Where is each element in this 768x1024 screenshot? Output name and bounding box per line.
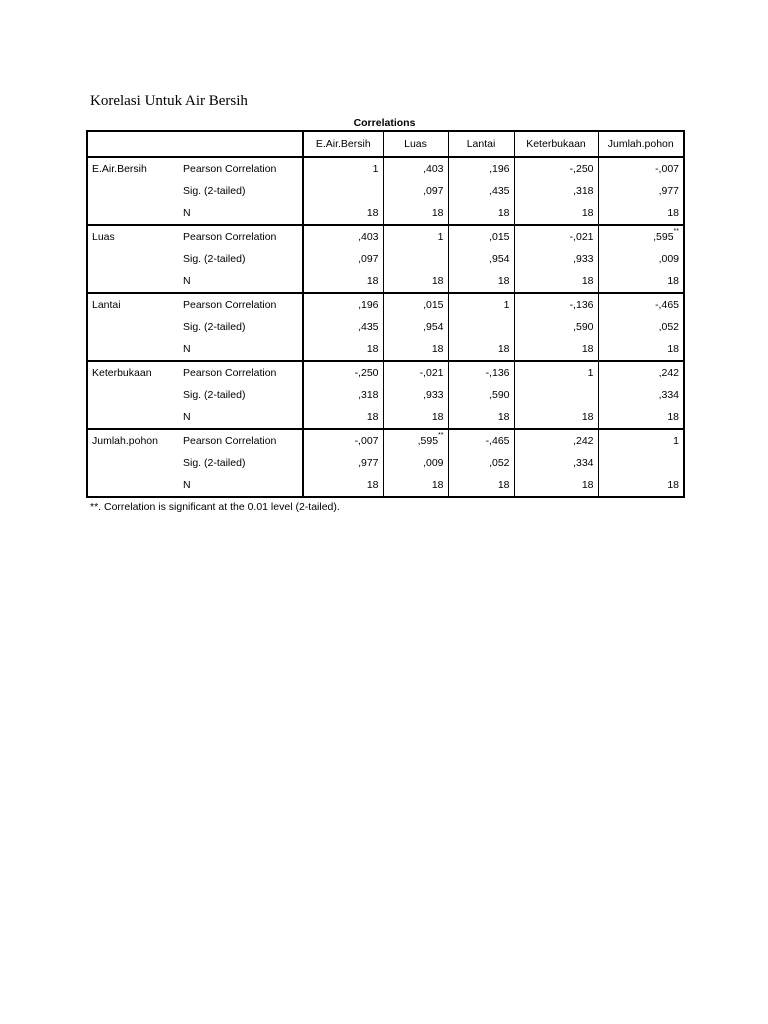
table-cell (598, 452, 684, 474)
table-cell: 18 (448, 270, 514, 293)
table-cell (514, 361, 598, 384)
row-statistic-label: Pearson Correlation (179, 429, 303, 452)
document-title: Korelasi Untuk Air Bersih (90, 93, 248, 109)
table-body (87, 157, 684, 497)
significance-marker: ** (673, 228, 679, 235)
table-header-row (87, 131, 684, 157)
table-cell (514, 225, 598, 248)
table-cell (448, 157, 514, 180)
table-cell: ,954 (448, 248, 514, 270)
table-cell (303, 361, 383, 384)
table-row (87, 338, 684, 361)
table-cell: 18 (448, 202, 514, 225)
table-row (87, 293, 684, 316)
row-variable-label (87, 452, 179, 474)
table-cell: ,977 (598, 180, 684, 202)
row-statistic-label: N (179, 474, 303, 497)
row-variable-label (87, 270, 179, 293)
table-footnote: **. Correlation is significant at the 0.01 level (2-tailed). (90, 501, 340, 513)
table-cell: 18 (303, 406, 383, 429)
row-variable-label (87, 316, 179, 338)
table-cell: ,977 (303, 452, 383, 474)
table-row (87, 452, 684, 474)
row-variable-label (87, 180, 179, 202)
table-cell (383, 361, 448, 384)
table-row (87, 316, 684, 338)
table-cell (514, 157, 598, 180)
table-cell: 18 (383, 406, 448, 429)
table-cell: ,097 (383, 180, 448, 202)
table-cell: ,052 (448, 452, 514, 474)
table-row (87, 361, 684, 384)
table-cell: 18 (383, 270, 448, 293)
row-variable-label (87, 474, 179, 497)
table-cell: 18 (448, 338, 514, 361)
cell-value: -,021 (419, 367, 444, 379)
table-cell: 18 (448, 474, 514, 497)
table-cell: ,954 (383, 316, 448, 338)
column-header: Keterbukaan (514, 131, 598, 157)
table-cell (383, 157, 448, 180)
row-statistic-label: N (179, 270, 303, 293)
table-cell: ,009 (598, 248, 684, 270)
table-cell (598, 157, 684, 180)
cell-value: -,007 (655, 163, 679, 175)
table-cell: 18 (598, 338, 684, 361)
row-statistic-label: N (179, 406, 303, 429)
table-cell: 18 (383, 338, 448, 361)
cell-value: -,007 (354, 435, 379, 447)
table-cell (383, 429, 448, 452)
row-variable-label (87, 406, 179, 429)
table-cell: ,097 (303, 248, 383, 270)
row-statistic-label: N (179, 338, 303, 361)
table-cell: 18 (514, 338, 598, 361)
table-cell: ,334 (598, 384, 684, 406)
row-variable-label: E.Air.Bersih (87, 157, 179, 180)
table-cell: 18 (598, 406, 684, 429)
cell-value: ,403 (358, 231, 379, 243)
cell-value: 1 (437, 231, 444, 243)
cell-value: ,242 (658, 367, 679, 379)
cell-value: -,136 (485, 367, 510, 379)
table-cell: ,334 (514, 452, 598, 474)
table-cell: 18 (303, 474, 383, 497)
cell-value: ,595 (417, 435, 439, 447)
row-statistic-label: N (179, 202, 303, 225)
table-row (87, 225, 684, 248)
row-variable-label: Lantai (87, 293, 179, 316)
table-cell: ,933 (383, 384, 448, 406)
table-cell: 18 (303, 270, 383, 293)
cell-value: 1 (372, 163, 379, 175)
table-cell: 18 (514, 474, 598, 497)
cell-value: ,242 (573, 435, 594, 447)
cell-value: ,595 (653, 231, 674, 243)
table-cell: ,590 (514, 316, 598, 338)
row-statistic-label: Pearson Correlation (179, 293, 303, 316)
row-statistic-label: Sig. (2-tailed) (179, 452, 303, 474)
table-cell: ,052 (598, 316, 684, 338)
cell-value: ,015 (423, 299, 444, 311)
table-cell (598, 293, 684, 316)
table-cell: ,590 (448, 384, 514, 406)
table-row (87, 248, 684, 270)
cell-value: ,015 (489, 231, 510, 243)
table-cell (598, 225, 684, 248)
table-row (87, 474, 684, 497)
row-statistic-label: Pearson Correlation (179, 157, 303, 180)
cell-value: -,465 (655, 299, 679, 311)
table-cell (303, 225, 383, 248)
table-cell (448, 225, 514, 248)
table-row (87, 180, 684, 202)
table-cell: ,933 (514, 248, 598, 270)
row-variable-label (87, 384, 179, 406)
row-statistic-label: Pearson Correlation (179, 225, 303, 248)
row-statistic-label: Sig. (2-tailed) (179, 248, 303, 270)
table-cell: ,435 (303, 316, 383, 338)
table-row (87, 429, 684, 452)
table-cell (448, 429, 514, 452)
column-header: E.Air.Bersih (303, 131, 383, 157)
table-cell: 18 (598, 202, 684, 225)
row-variable-label: Jumlah.pohon (87, 429, 179, 452)
column-header: Luas (383, 131, 448, 157)
table-cell (303, 429, 383, 452)
table-cell (383, 248, 448, 270)
table-cell (598, 429, 684, 452)
cell-value: -,021 (569, 231, 594, 243)
table-cell (448, 361, 514, 384)
cell-value: ,196 (358, 299, 379, 311)
table-cell (303, 293, 383, 316)
cell-value: -,250 (569, 163, 594, 175)
row-variable-label (87, 338, 179, 361)
correlations-table (86, 130, 685, 498)
row-statistic-label: Sig. (2-tailed) (179, 384, 303, 406)
table-cell: 18 (598, 474, 684, 497)
row-variable-label: Keterbukaan (87, 361, 179, 384)
cell-value: -,250 (354, 367, 379, 379)
table-cell (598, 361, 684, 384)
table-cell (514, 384, 598, 406)
cell-value: -,136 (569, 299, 594, 311)
table-cell: ,435 (448, 180, 514, 202)
row-statistic-label: Sig. (2-tailed) (179, 180, 303, 202)
cell-value: 1 (673, 435, 679, 447)
table-cell: 18 (514, 202, 598, 225)
table-cell: 18 (383, 474, 448, 497)
table-cell (303, 180, 383, 202)
row-variable-label: Luas (87, 225, 179, 248)
row-statistic-label: Pearson Correlation (179, 361, 303, 384)
cell-value: 1 (503, 299, 510, 311)
table-cell (514, 429, 598, 452)
column-header: Lantai (448, 131, 514, 157)
table-cell: ,318 (303, 384, 383, 406)
table-cell: 18 (383, 202, 448, 225)
table-row (87, 384, 684, 406)
cell-value: ,196 (489, 163, 510, 175)
significance-marker: ** (438, 432, 444, 439)
table-cell (448, 293, 514, 316)
table-cell: 18 (303, 338, 383, 361)
column-header: Jumlah.pohon (598, 131, 684, 157)
table-cell (303, 157, 383, 180)
table-row (87, 406, 684, 429)
table-cell (514, 293, 598, 316)
cell-value: 1 (587, 367, 594, 379)
header-corner (87, 131, 303, 157)
table-cell: 18 (598, 270, 684, 293)
table-cell (383, 293, 448, 316)
table-cell: 18 (514, 406, 598, 429)
cell-value: -,465 (485, 435, 510, 447)
table-cell (383, 225, 448, 248)
table-title: Correlations (353, 117, 416, 129)
table-cell: 18 (303, 202, 383, 225)
table-cell: 18 (514, 270, 598, 293)
row-variable-label (87, 202, 179, 225)
table-cell: ,009 (383, 452, 448, 474)
table-row (87, 157, 684, 180)
table-cell: 18 (448, 406, 514, 429)
table-cell (448, 316, 514, 338)
cell-value: ,403 (423, 163, 444, 175)
table-cell: ,318 (514, 180, 598, 202)
row-statistic-label: Sig. (2-tailed) (179, 316, 303, 338)
row-variable-label (87, 248, 179, 270)
table-row (87, 202, 684, 225)
table-row (87, 270, 684, 293)
